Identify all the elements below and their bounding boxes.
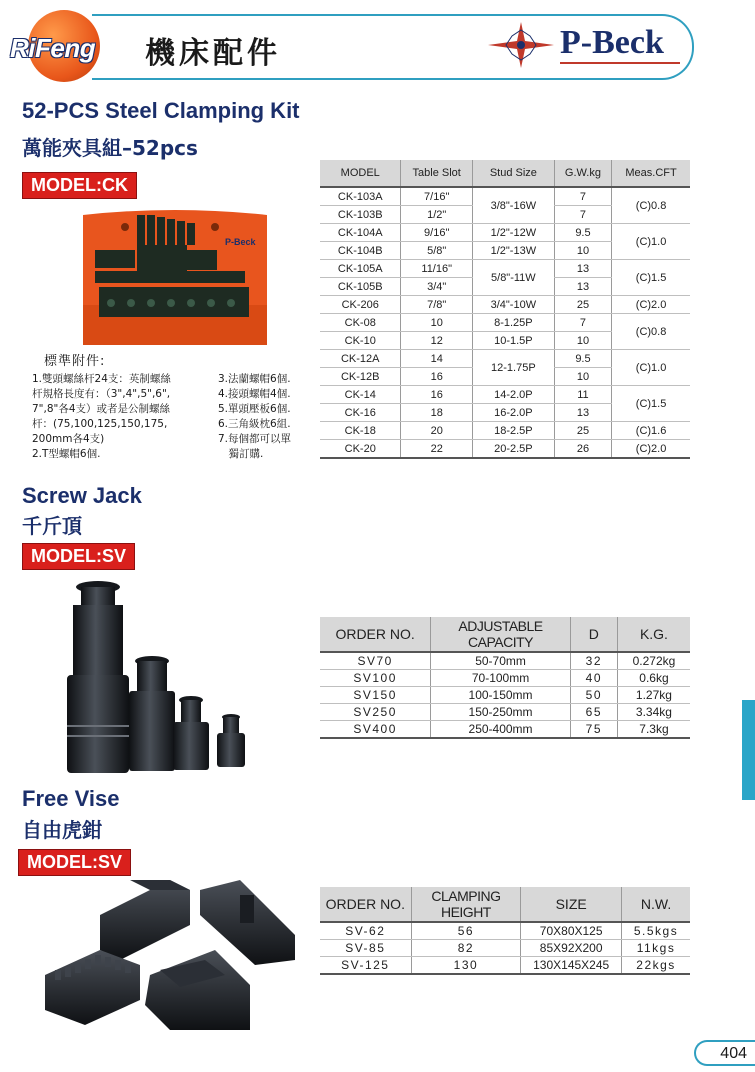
accessory-line: 7.每個都可以單 [218,433,292,445]
table-row [320,350,690,368]
table-header-cell: G.W.kg [554,160,611,187]
table-header-cell: ORDER NO. [320,617,431,652]
table-cell: CK-16 [320,404,401,422]
table-cell: 85X92X200 [521,940,622,957]
table-cell: 130 [411,957,521,975]
table-cell: (C)1.5 [612,386,690,422]
table-cell: 10 [554,242,611,260]
table-cell: CK-105B [320,278,401,296]
table-row [320,386,690,404]
table-header-cell: D [570,617,617,652]
table-cell: CK-105A [320,260,401,278]
table-cell: 8-1.25P [472,314,554,332]
table-cell: 18-2.5P [472,422,554,440]
clamping-kit-table [320,160,690,459]
table-row [320,296,690,314]
accessory-line: 3.法蘭螺帽6個. [218,373,291,385]
table-cell: 10-1.5P [472,332,554,350]
table-cell: 10 [401,314,472,332]
accessory-line: 4.接頭螺帽4個. [218,388,291,400]
accessory-line: 獨訂購. [218,448,264,460]
table-cell: 11kgs [622,940,690,957]
table-cell: 3/4"-10W [472,296,554,314]
table-cell: SV-62 [320,922,411,940]
table-cell: 7 [554,206,611,224]
table-cell: 13 [554,278,611,296]
table-cell: 7 [554,187,611,206]
table-cell: SV250 [320,704,431,721]
table-cell: 9/16" [401,224,472,242]
table-cell: CK-103A [320,187,401,206]
table-cell: CK-14 [320,386,401,404]
jack-model-badge: MODEL:SV [22,543,135,570]
side-index-tab [742,700,755,800]
table-cell: 0.272kg [617,652,690,670]
table-cell: CK-103B [320,206,401,224]
table-cell: CK-104B [320,242,401,260]
screw-jack-image [55,575,255,775]
rack-brand-label: P-Beck [225,237,256,247]
jack-title: Screw Jack [22,483,142,508]
accessory-line: 200mm各4支) [32,433,105,445]
table-row [320,721,690,739]
accessories-list-right [218,372,291,462]
table-cell: 70-100mm [431,670,571,687]
table-cell: 18 [401,404,472,422]
table-cell: SV100 [320,670,431,687]
table-cell: (C)2.0 [612,440,690,459]
table-row [320,440,690,459]
clamping-kit-image [75,205,275,350]
header-title: 機床配件 [145,36,281,71]
table-cell: 1/2" [401,206,472,224]
vise-model-badge: MODEL:SV [18,849,131,876]
vise-title: Free Vise [22,786,120,811]
compass-star-icon [486,20,556,70]
table-cell: SV-85 [320,940,411,957]
screw-jack-table [320,617,690,739]
accessories-list-left [32,372,171,462]
table-cell: 3/4" [401,278,472,296]
table-cell: 0.6kg [617,670,690,687]
table-row [320,187,690,206]
vise-subtitle: 自由虎鉗 [22,818,102,842]
table-cell: CK-20 [320,440,401,459]
table-header-row [320,887,690,922]
table-cell: (C)0.8 [612,314,690,350]
table-cell: 12-1.75P [472,350,554,386]
table-cell: (C)1.5 [612,260,690,296]
free-vise-image [40,875,300,1035]
table-cell: (C)2.0 [612,296,690,314]
table-cell: 10 [554,332,611,350]
table-cell: 1.27kg [617,687,690,704]
table-cell: 5.5kgs [622,922,690,940]
table-cell: SV150 [320,687,431,704]
table-cell: 14 [401,350,472,368]
brand-logo-text: P-Beck [560,24,664,61]
table-cell: 7/8" [401,296,472,314]
table-header-row [320,160,690,187]
table-cell: 65 [570,704,617,721]
table-cell: CK-18 [320,422,401,440]
table-cell: 130X145X245 [521,957,622,975]
table-cell: 5/8"-11W [472,260,554,296]
table-cell: 56 [411,922,521,940]
table-cell: 100-150mm [431,687,571,704]
table-cell: SV-125 [320,957,411,975]
table-cell: CK-104A [320,224,401,242]
table-cell: 9.5 [554,224,611,242]
table-cell: 3/8"-16W [472,187,554,224]
table-cell: 1/2"-12W [472,224,554,242]
table-header-row [320,617,690,652]
table-cell: 40 [570,670,617,687]
table-cell: 75 [570,721,617,739]
table-cell: 22kgs [622,957,690,975]
table-header-cell: K.G. [617,617,690,652]
table-cell: CK-206 [320,296,401,314]
accessory-line: 杆規格長度有：（3",4",5",6", [32,388,171,400]
table-cell: (C)1.6 [612,422,690,440]
table-cell: CK-08 [320,314,401,332]
table-row [320,652,690,670]
free-vise-table [320,887,690,975]
table-cell: 25 [554,422,611,440]
table-cell: 7.3kg [617,721,690,739]
table-header-cell: SIZE [521,887,622,922]
table-cell: CK-12A [320,350,401,368]
clamping-subtitle: 萬能夾具組–52pcs [22,136,198,160]
table-cell: 10 [554,368,611,386]
table-cell: 26 [554,440,611,459]
table-cell: SV70 [320,652,431,670]
table-row [320,224,690,242]
table-cell: 11 [554,386,611,404]
accessory-line: 2.T型螺帽6個. [32,448,101,460]
page-number: 404 [694,1040,755,1066]
table-cell: 25 [554,296,611,314]
brand-underline [560,62,680,64]
table-cell: 50-70mm [431,652,571,670]
table-cell: 50 [570,687,617,704]
table-cell: SV400 [320,721,431,739]
table-cell: 20-2.5P [472,440,554,459]
table-cell: (C)1.0 [612,350,690,386]
table-cell: 1/2"-13W [472,242,554,260]
table-cell: (C)0.8 [612,187,690,224]
table-cell: 14-2.0P [472,386,554,404]
table-cell: 11/16" [401,260,472,278]
table-row [320,922,690,940]
table-cell: 13 [554,404,611,422]
table-header-cell: ADJUSTABLE CAPACITY [431,617,571,652]
table-cell: (C)1.0 [612,224,690,260]
jack-subtitle: 千斤頂 [22,514,82,538]
table-cell: 7/16" [401,187,472,206]
table-cell: 13 [554,260,611,278]
accessory-line: 杆：(75,100,125,150,175, [32,418,168,430]
table-header-cell: N.W. [622,887,690,922]
table-cell: 16-2.0P [472,404,554,422]
table-cell: 70X80X125 [521,922,622,940]
accessory-line: 7",8"各4支）或者是公制螺絲 [32,403,171,415]
table-row [320,687,690,704]
table-header-cell: ORDER NO. [320,887,411,922]
table-cell: 150-250mm [431,704,571,721]
table-cell: 7 [554,314,611,332]
table-row [320,704,690,721]
table-cell: 16 [401,386,472,404]
accessories-title: 標準附件: [44,354,106,369]
table-cell: 250-400mm [431,721,571,739]
table-cell: CK-12B [320,368,401,386]
table-header-cell: Table Slot [401,160,472,187]
table-row [320,260,690,278]
clamping-title: 52-PCS Steel Clamping Kit [22,98,300,123]
table-row [320,957,690,975]
table-header-cell: CLAMPING HEIGHT [411,887,521,922]
accessory-line: 6.三角級枕6組. [218,418,291,430]
table-header-cell: MODEL [320,160,401,187]
table-cell: 20 [401,422,472,440]
table-cell: 22 [401,440,472,459]
table-cell: 16 [401,368,472,386]
clamping-model-badge: MODEL:CK [22,172,137,199]
table-cell: 5/8" [401,242,472,260]
table-cell: 12 [401,332,472,350]
table-cell: 82 [411,940,521,957]
table-header-cell: Meas.CFT [612,160,690,187]
table-row [320,670,690,687]
table-cell: 9.5 [554,350,611,368]
table-row [320,422,690,440]
table-row [320,314,690,332]
logo-text: RiFeng [10,33,96,63]
table-cell: 32 [570,652,617,670]
table-cell: CK-10 [320,332,401,350]
table-row [320,940,690,957]
accessory-line: 1.雙頭螺絲杆24支：英制螺絲 [32,373,171,385]
table-header-cell: Stud Size [472,160,554,187]
table-cell: 3.34kg [617,704,690,721]
accessory-line: 5.單頭壓板6個. [218,403,291,415]
